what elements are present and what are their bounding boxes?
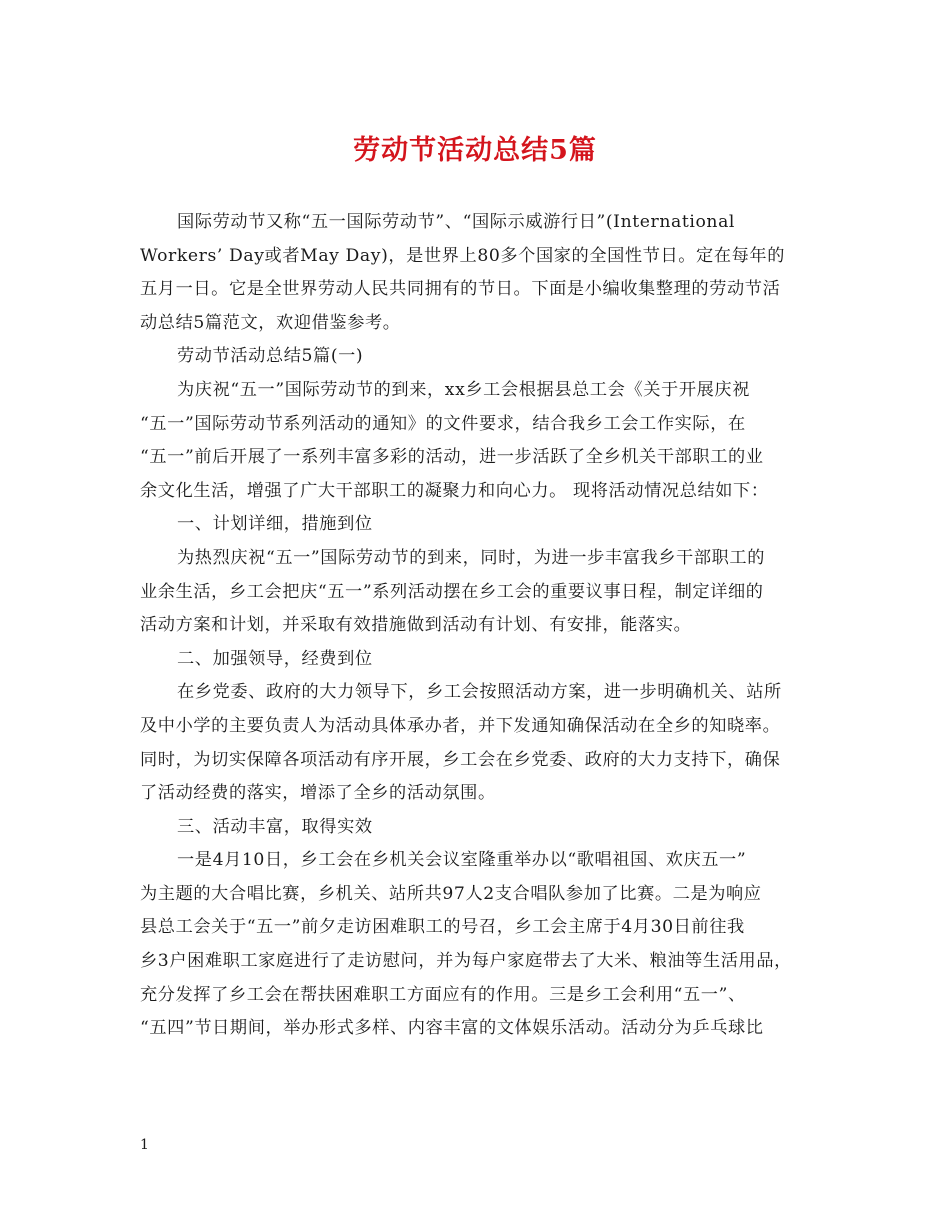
document-title: 劳动节活动总结5篇 [353,135,597,166]
paragraph-line: 一是4月10日，乡工会在乡机关会议室隆重举办以“歌唱祖国、欢庆五一” [177,850,747,871]
paragraph-line: Workers’ Day或者May Day)，是世界上80多个国家的全国性节日。定在每年的 [140,245,785,266]
paragraph-line: 业余生活，乡工会把庆“五一”系列活动摆在乡工会的重要议事日程，制定详细的 [140,581,764,602]
paragraph-line: 县总工会关于“五一”前夕走访困难职工的号召，乡工会主席于4月30日前往我 [140,917,745,938]
paragraph-line: 在乡党委、政府的大力领导下，乡工会按照活动方案，进一步明确机关、站所 [177,682,782,703]
paragraph-line: “五四”节日期间，举办形式多样、内容丰富的文体娱乐活动。活动分为乒乓球比 [140,1018,764,1039]
paragraph-line: 动总结5篇范文，欢迎借鉴参考。 [140,312,401,333]
paragraph-line: 余文化生活，增强了广大干部职工的凝聚力和向心力。 现将活动情况总结如下： [140,480,769,501]
paragraph-line: 了活动经费的落实，增添了全乡的活动氛围。 [140,783,496,804]
paragraph-line: “五一”前后开展了一系列丰富多彩的活动，进一步活跃了全乡机关干部职工的业 [140,447,764,468]
paragraph-line: 及中小学的主要负责人为活动具体承办者，并下发通知确保活动在全乡的知晓率。 [140,715,781,736]
section-heading: 劳动节活动总结5篇(一) [177,346,364,367]
paragraph-line: 活动方案和计划，并采取有效措施做到活动有计划、有安排，能落实。 [140,615,692,636]
paragraph-line: 为热烈庆祝“五一”国际劳动节的到来，同时，为进一步丰富我乡干部职工的 [177,547,765,568]
document-body [140,206,830,1046]
paragraph-line: “五一”国际劳动节系列活动的通知》的文件要求，结合我乡工会工作实际，在 [140,413,746,434]
section-heading: 二、加强领导，经费到位 [177,648,373,669]
paragraph-line: 五月一日。它是全世界劳动人民共同拥有的节日。下面是小编收集整理的劳动节活 [140,279,781,300]
paragraph-line: 国际劳动节又称“五一国际劳动节”、“国际示威游行日”(International [177,212,736,232]
paragraph-line: 充分发挥了乡工会在帮扶困难职工方面应有的作用。三是乡工会利用“五一”、 [140,984,746,1005]
section-heading: 三、活动丰富，取得实效 [177,816,373,837]
paragraph-line: 同时，为切实保障各项活动有序开展，乡工会在乡党委、政府的大力支持下，确保 [140,749,781,770]
section-heading: 一、计划详细，措施到位 [177,514,373,535]
paragraph-line: 乡3户困难职工家庭进行了走访慰问，并为每户家庭带去了大米、粮油等生活用品， [140,951,792,972]
paragraph-line: 为庆祝“五一”国际劳动节的到来，xx乡工会根据县总工会《关于开展庆祝 [177,379,750,400]
page-number: 1 [140,1137,149,1153]
paragraph-line: 为主题的大合唱比赛，乡机关、站所共97人2支合唱队参加了比赛。二是为响应 [140,883,762,904]
